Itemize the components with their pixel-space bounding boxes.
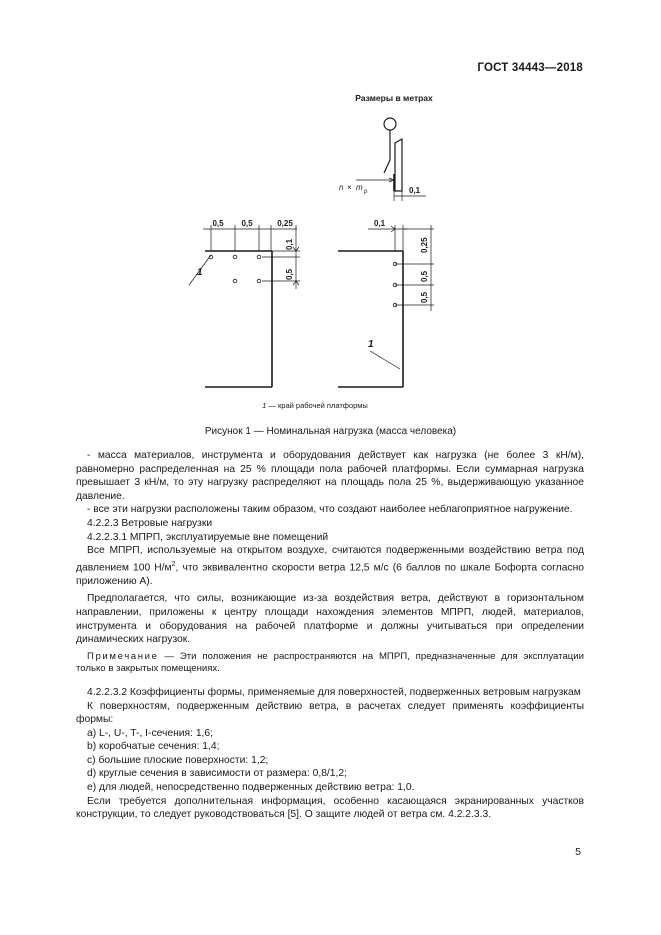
paragraph-loads-arrangement: - все эти нагрузки расположены таким образом, что создают наиболее неблагоприятное нагружение.: [87, 504, 573, 516]
wind-pressure-text-a: Все МПРП, используемые на открытом воздухе, считаются подверженными воздействию ветра под давлением 100 Н/м: [76, 545, 584, 574]
paragraph-additional-info: Если требуется дополнительная информация, особенно касающаяся экранированных участков конструкции, то следует руководствоваться [5]. О защите людей от ветра см. 4.2.2.3.3.: [76, 795, 584, 821]
person-load-icon: [356, 118, 402, 191]
wind-pressure-text-b: , что эквивалентно скорости ветра 12,5 м/с (6 баллов по шкале Бофорта согласно приложению А).: [76, 562, 584, 587]
dim-right-01: 0,1: [374, 219, 386, 228]
right-platform-edge: [338, 251, 403, 387]
body-text: [76, 449, 584, 822]
callout-left: 1: [197, 267, 203, 278]
right-view-points: [393, 262, 397, 307]
note-indoor: [76, 651, 584, 676]
figure-1: [0, 85, 661, 425]
dim-right-05-vert-a: 0,5: [420, 270, 429, 282]
dim-left-05-b: 0,5: [241, 219, 253, 228]
legend-text: — край рабочей платформы: [266, 401, 368, 410]
section-heading-shape-coefficients: 4.2.2.3.2 Коэффициенты формы, применяемые для поверхностей, подверженных ветровым нагрузкам: [87, 686, 581, 698]
dim-left-01-vert: 0,1: [285, 238, 294, 250]
paragraph-wind-forces: Предполагается, что силы, возникающие из-за воздействия ветра, действуют в горизонтальном направлении, приложены к центру площади нахождения элементов МПРП, людей, материалов, инструмента и оборудования на рабочей платформе и должны учитываться при определении динамических нагрузок.: [76, 593, 584, 646]
section-heading-wind-loads: 4.2.2.3 Ветровые нагрузки: [87, 517, 213, 529]
dim-right-025-vert: 0,25: [420, 237, 429, 253]
list-item: c) большие плоские поверхности: 1,2;: [87, 754, 269, 766]
load-label-n: n: [339, 183, 344, 192]
wind-pressure-superscript: 2: [171, 560, 176, 568]
figure-legend: [262, 401, 368, 410]
list-item: d) круглые сечения в зависимости от размера: 0,8/1,2;: [87, 768, 347, 780]
section-heading-outdoor: 4.2.2.3.1 МПРП, эксплуатируемые вне помещений: [87, 531, 329, 543]
dim-left-05-a: 0,5: [212, 219, 224, 228]
callout-right: 1: [368, 339, 374, 350]
load-label-m: m: [356, 183, 363, 192]
dim-top-01: 0,1: [409, 186, 421, 195]
dim-left-05-vert: 0,5: [285, 268, 294, 280]
note-text: — Эти положения не распространяются на МПРП, предназначенные для эксплуатации только в закрытых помещениях.: [76, 650, 584, 675]
load-label-times: ×: [347, 183, 352, 192]
document-header: ГОСТ 34443—2018: [477, 62, 583, 74]
dim-left-025: 0,25: [277, 219, 293, 228]
page-number: 5: [575, 846, 581, 858]
paragraph-materials-load: - масса материалов, инструмента и оборудования действует как нагрузка (не более 3 кН/м), равномерно распределенная на 25 % площади пола рабочей платформы. Если суммарная нагрузка превышает 3 кН/м, то эту нагрузку распределяют на площадь пола 25 %, выдерживающую указанное давление.: [76, 450, 584, 502]
paragraph-wind-pressure: [76, 544, 584, 588]
figure-drawing: [0, 85, 661, 425]
legend-number: 1: [262, 401, 267, 410]
dim-right-05-vert-b: 0,5: [420, 291, 429, 303]
load-label-sub: p: [364, 189, 368, 195]
paragraph-shape-coefficients: К поверхностям, подверженным действию ветра, в расчетах следует применять коэффициенты формы:: [76, 700, 584, 726]
list-item: e) для людей, непосредственно подверженных действию ветра: 1,0.: [87, 782, 415, 794]
note-label: Примечание: [87, 650, 159, 662]
figure-title: Размеры в метрах: [355, 93, 433, 103]
list-item: a) L-, U-, T-, I-сечения: 1,6;: [87, 727, 213, 739]
left-view-points: [209, 255, 261, 283]
figure-caption: Рисунок 1 — Номинальная нагрузка (масса человека): [204, 426, 457, 437]
left-view-dimensions: [189, 225, 300, 289]
left-platform-edge: [205, 251, 272, 387]
list-item: b) коробчатые сечения: 1,4;: [87, 741, 220, 753]
